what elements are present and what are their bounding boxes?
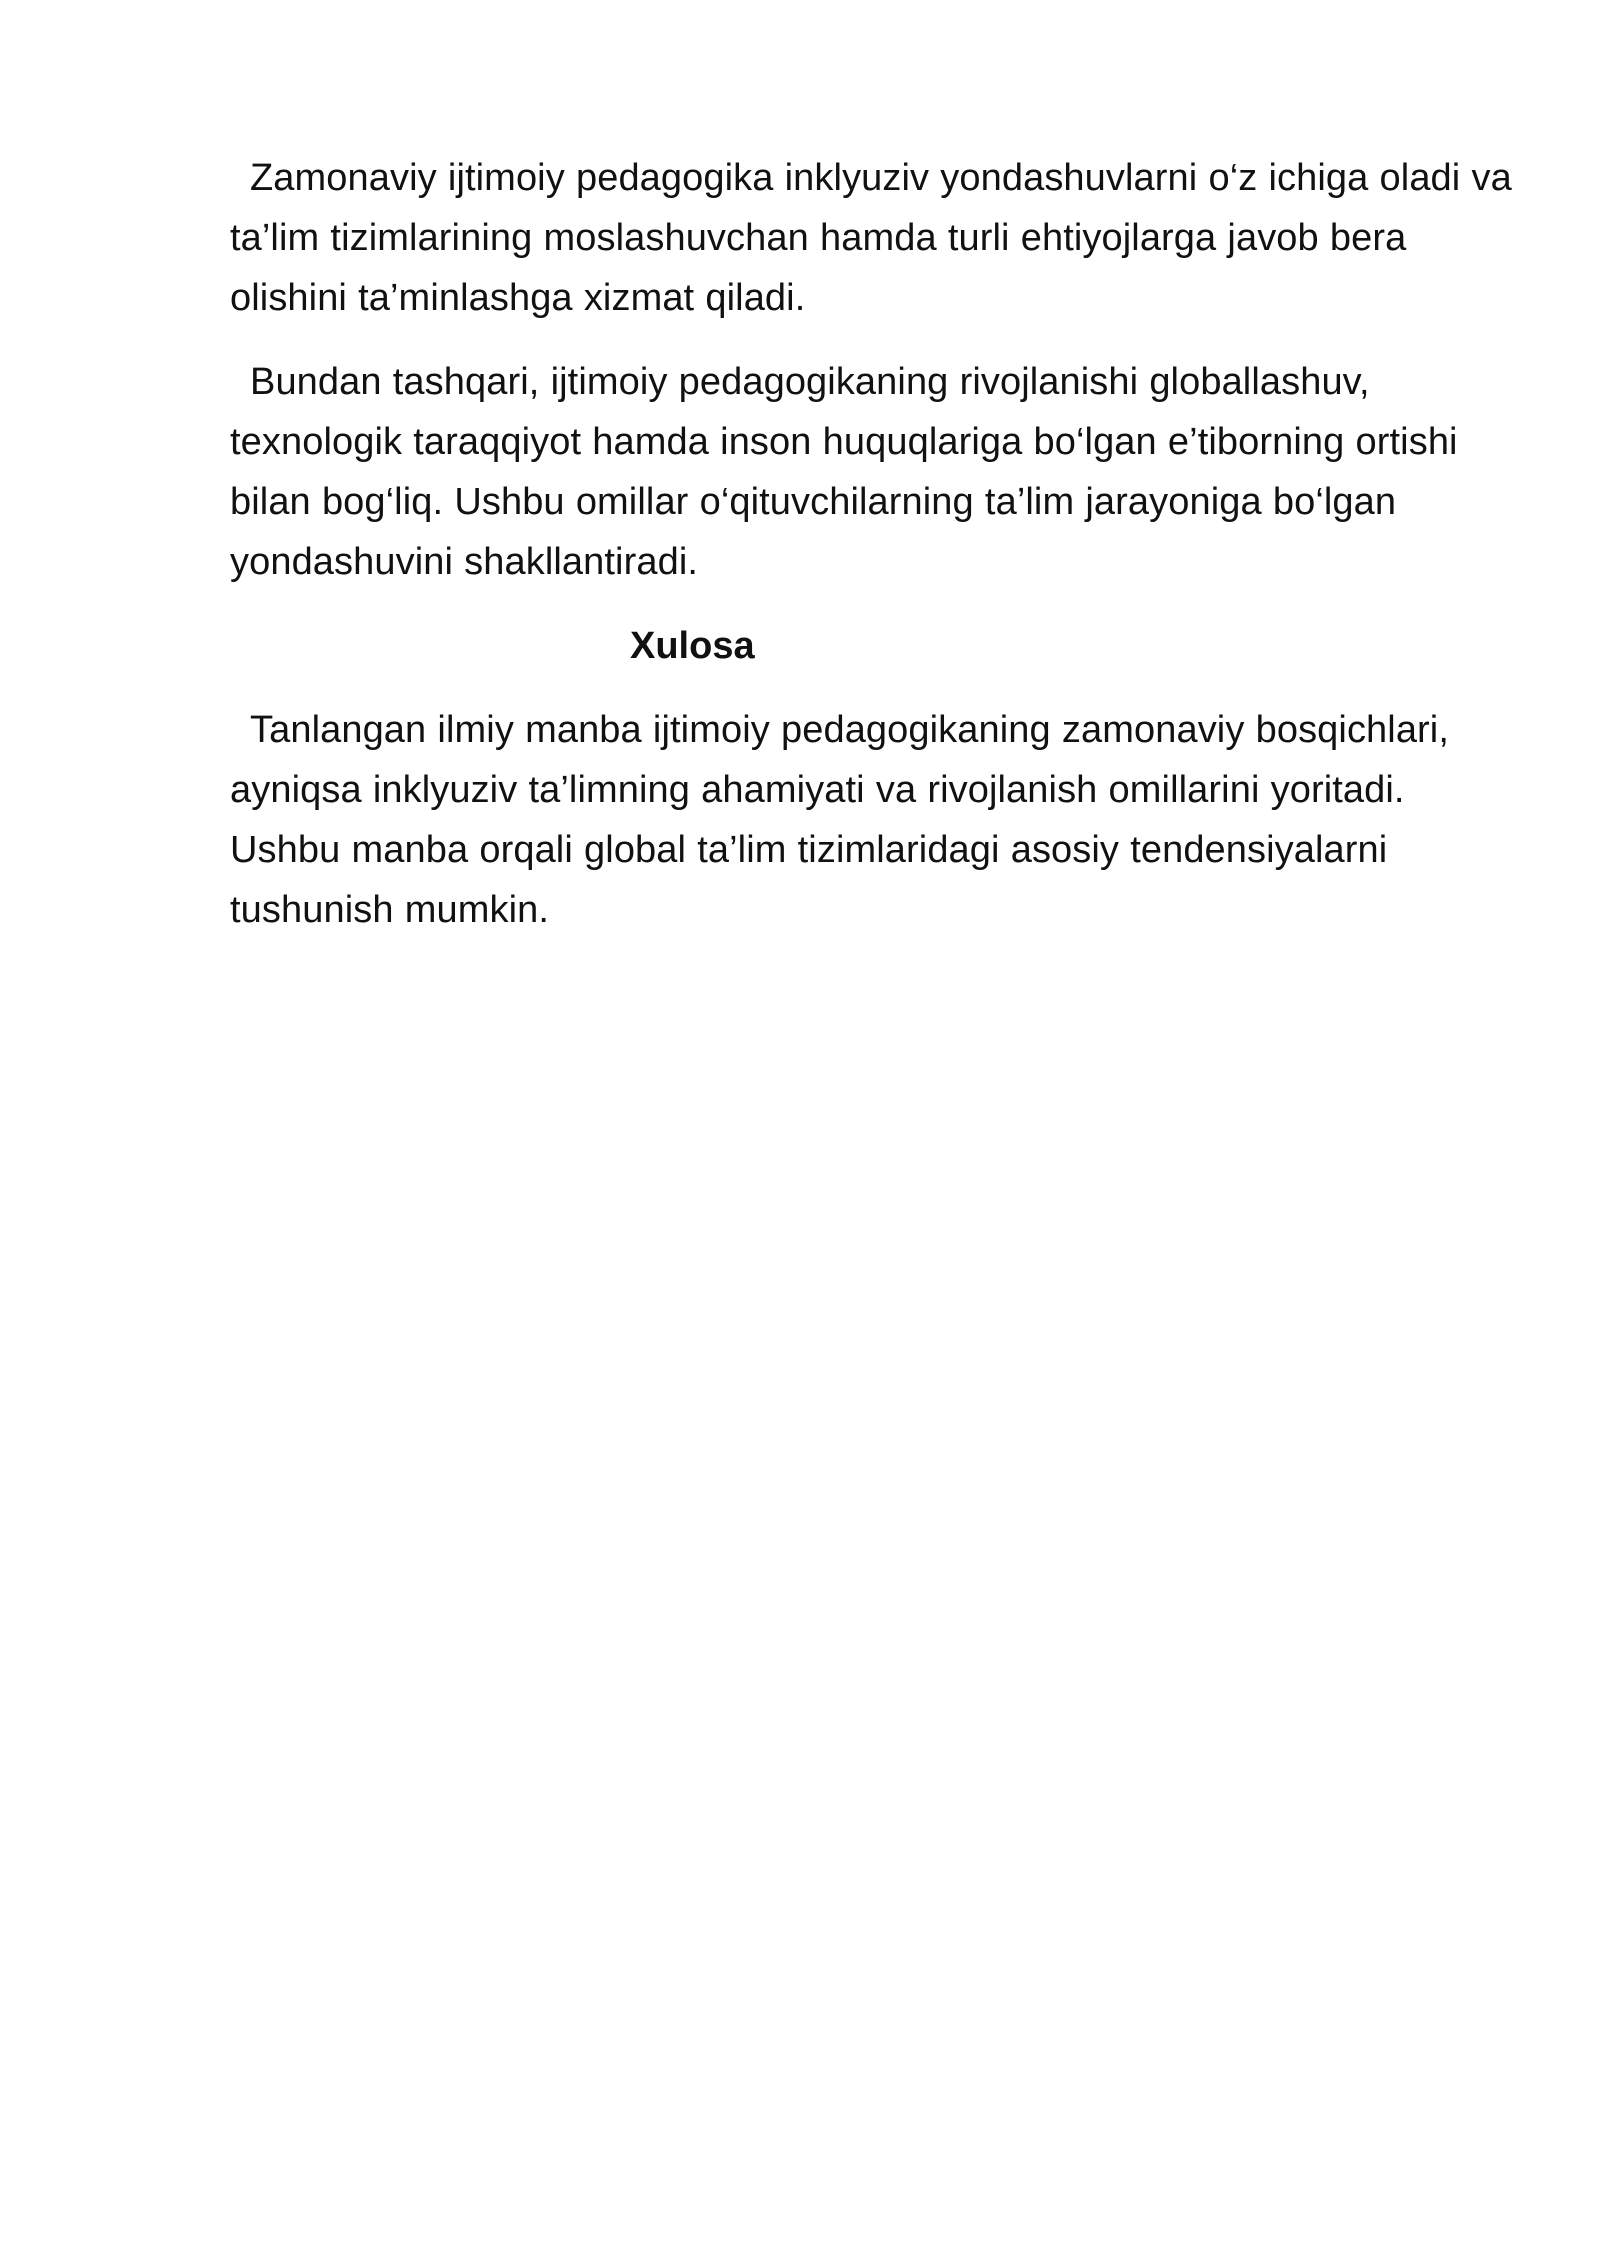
body-paragraph: Zamonaviy ijtimoiy pedagogika inklyuziv yondashuvlarni o‘z ichiga oladi va ta’lim tizimlarining moslashuvchan hamda turli ehtiyojlarga javob bera olishini ta’minlashga xizmat qiladi. [230,157,1512,319]
body-paragraph: Bundan tashqari, ijtimoiy pedagogikaning rivojlanishi globallashuv, texnologik taraqqiyot hamda inson huquqlariga bo‘lgan e’tiborning ortishi bilan bog‘liq. Ushbu omillar o‘qituvchilarning ta’lim jarayoniga bo‘lgan yondashuvini shakllantiradi. [230,361,1458,583]
conclusion-paragraph: Tanlangan ilmiy manba ijtimoiy pedagogikaning zamonaviy bosqichlari, ayniqsa inklyuziv ta’limning ahamiyati va rivojlanish omillarini yoritadi. Ushbu manba orqali global ta’lim tizimlaridagi asosiy tendensiyalarni tushunish mumkin. [230,709,1450,931]
document-body [230,148,1520,964]
section-heading: Xulosa [630,625,755,667]
